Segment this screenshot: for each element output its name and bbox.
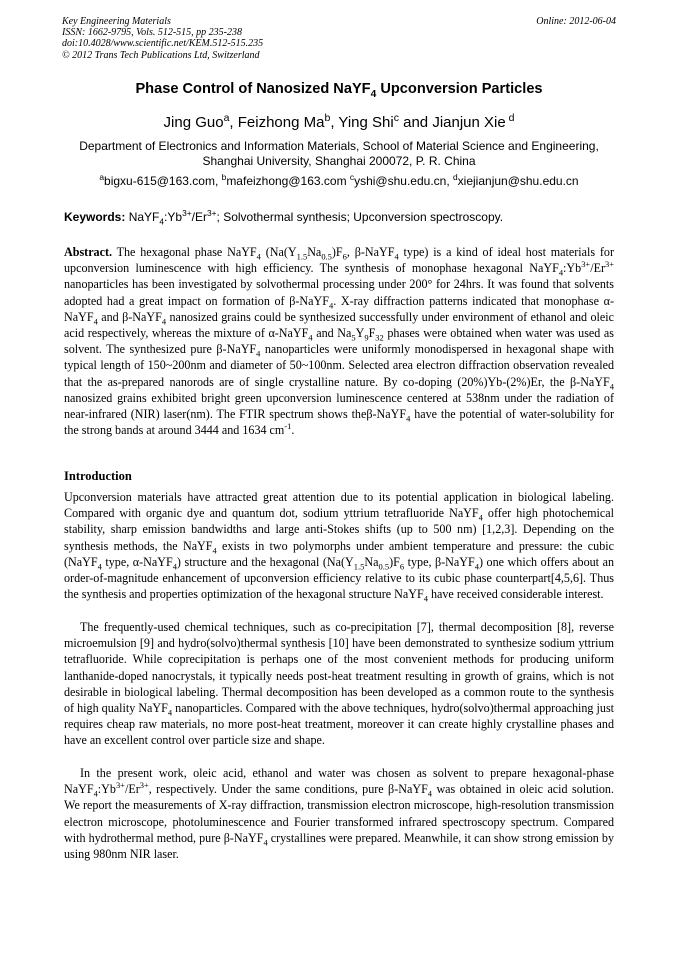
journal-name: Key Engineering Materials (62, 16, 171, 27)
email-link[interactable]: mafeizhong@163.com (226, 174, 350, 188)
keywords-label: Keywords: (64, 210, 126, 224)
intro-paragraph: The frequently-used chemical techniques, such as co-precipitation [7], thermal decomposition [8], reverse microemulsion [9] and hydro(solvo)thermal synthesis [10] have been demonstrated to synthesize sodium yttrium tetrafluoride. While coprecipitation is perhaps one of the most convenient methods for producing uniform lanthanide-doped nanocrystals, it typically needs post-heat treatment resulting in growth of grains, which is not desirable in biological labeling. Thermal decomposition has been developed as a common route to the synthesis of high quality NaYF$_4$ nanoparticles. Compared with the above techniques, hydro(solvo)thermal approaching just requires cheap raw materials, no more post-heat treatment, moreover it can create highly crystalline phases and have an excellent control over particle size and shape. (64, 620, 615, 748)
intro-paragraph: Upconversion materials have attracted great attention due to its potential application in biological labeling. Compared with organic dye and quantum dot, sodium yttrium tetrafluoride NaYF$_4$ offer high photochemical stability, sharp emission bandwidths and large anti-Stokes shifts (up to 500 nm) [1,2,3]. Depending on the synthesis methods, the NaYF$_4$ exists in two polymorphs under ambient temperature and pressure: the cubic (NaYF$_4$ type, α-NaYF$_4$) structure and the hexagonal ($Na(Y_{1.5}Na_{0.5})F_6$ type, β-NaYF$_4$) one which offers about an order-of-magnitude enhancement of upconversion efficiency relative to its cubic phase counterpart[4,5,6]. Thus the synthesis and properties optimization of the hexagonal structure NaYF$_4$ have received considerable interest. (64, 490, 614, 604)
introduction-heading: Introduction (64, 469, 132, 483)
keywords: Keywords: $NaYF_4:Yb^{3+}/Er^{3+}$; Solvothermal synthesis; Upconversion spectroscopy. (64, 208, 504, 227)
journal-header (62, 16, 263, 61)
affiliation (40, 139, 638, 169)
issn-line: ISSN: 1662-9795, Vols. 512-515, pp 235-238 (62, 27, 242, 39)
author-list: Jing Guo$^a$, Feizhong Ma$^b$, Ying Shi$^c$ and Jianjun Xie $^d$ (163, 112, 515, 131)
author-name: Jing Guo (163, 114, 224, 131)
email-link[interactable]: yshi@shu.edu.cn, (354, 174, 453, 188)
email-link[interactable]: bigxu-615@163.com, (104, 174, 222, 188)
online-date: Online: 2012-06-04 (536, 16, 616, 27)
author-emails: $^a$bigxu-615@163.com, $^b$mafeizhong@163.com $^c$yshi@shu.edu.cn, $^d$xiejianjun@shu.edu.cn (99, 172, 579, 188)
abstract: Abstract. The hexagonal phase NaYF$_4$ ($Na(Y_{1.5}Na_{0.5})F_6$, β-NaYF$_4$ type) is a kind of ideal host materials for upconversion luminescence with high efficiency. The synthesis of monophase hexagonal $NaYF_4:Yb^{3+}/Er^{3+}$ nanoparticles has been investigated by solvothermal processing under 200° for 24hrs. It was found that solvents adopted had a great impact on formation of β-NaYF$_4$. X-ray diffraction patterns indicated that monophase α-NaYF$_4$ and β-NaYF$_4$ nanosized grains could be synthesized successfully under environment of ethanol and oleic acid respectively, whereas the mixture of α-NaYF$_4$ and $Na_5Y_9F_{32}$ phases were obtained when water was used as solvent. The synthesized pure β-NaYF$_4$ nanoparticles were uniformly monodispersed in hexagonal shape with typical length of 150~200nm and diameter of 50~100nm. Selected area electron diffraction observation revealed that the as-prepared nanorods are of single crystalline nature. By co-doping (20%)Yb-(2%)Er, the β-NaYF$_4$ nanosized grains exhibited bright green upconversion luminescence centered at 538nm under the radiation of near-infrared (NIR) laser(nm). The FTIR spectrum shows theβ-NaYF$_4$ have the potential of water-solubility for the strong bands at around 3444 and 1634 $cm^{-1}$. (64, 245, 614, 438)
author-name: Ying Shi (338, 114, 394, 131)
email-link[interactable]: xiejianjun@shu.edu.cn (457, 174, 579, 188)
affiliation-line: Shanghai University, Shanghai 200072, P. R. China (202, 154, 476, 168)
abstract-label: Abstract. (64, 245, 113, 259)
doi-line: doi:10.4028/www.scientific.net/KEM.512-515.235 (62, 38, 264, 50)
copyright-line: © 2012 Trans Tech Publications Ltd, Switzerland (62, 49, 260, 61)
affiliation-line: Department of Electronics and Information Materials, School of Material Science and Engineering, (79, 139, 599, 153)
intro-paragraph: In the present work, oleic acid, ethanol and water was chosen as solvent to prepare hexagonal-phase $NaYF_4:Yb^{3+}/Er^{3+}$, respectively. Under the same conditions, pure β-NaYF$_4$ was obtained in oleic acid solution. We report the measurements of X-ray diffraction, transmission electron microscope, high-resolution transmission electron microscope, photoluminescence and Fourier transformed infrared spectroscopy spectrum. Compared with hydrothermal method, pure β-NaYF$_4$ crystallines were prepared. Meanwhile, it can show strong emission by using 980nm NIR laser. (64, 766, 614, 862)
author-name: Jianjun Xie (432, 114, 506, 131)
paper-title: Phase Control of Nanosized NaYF$_4$ Upconversion Particles (135, 81, 543, 100)
author-name: Feizhong Ma (237, 114, 325, 131)
